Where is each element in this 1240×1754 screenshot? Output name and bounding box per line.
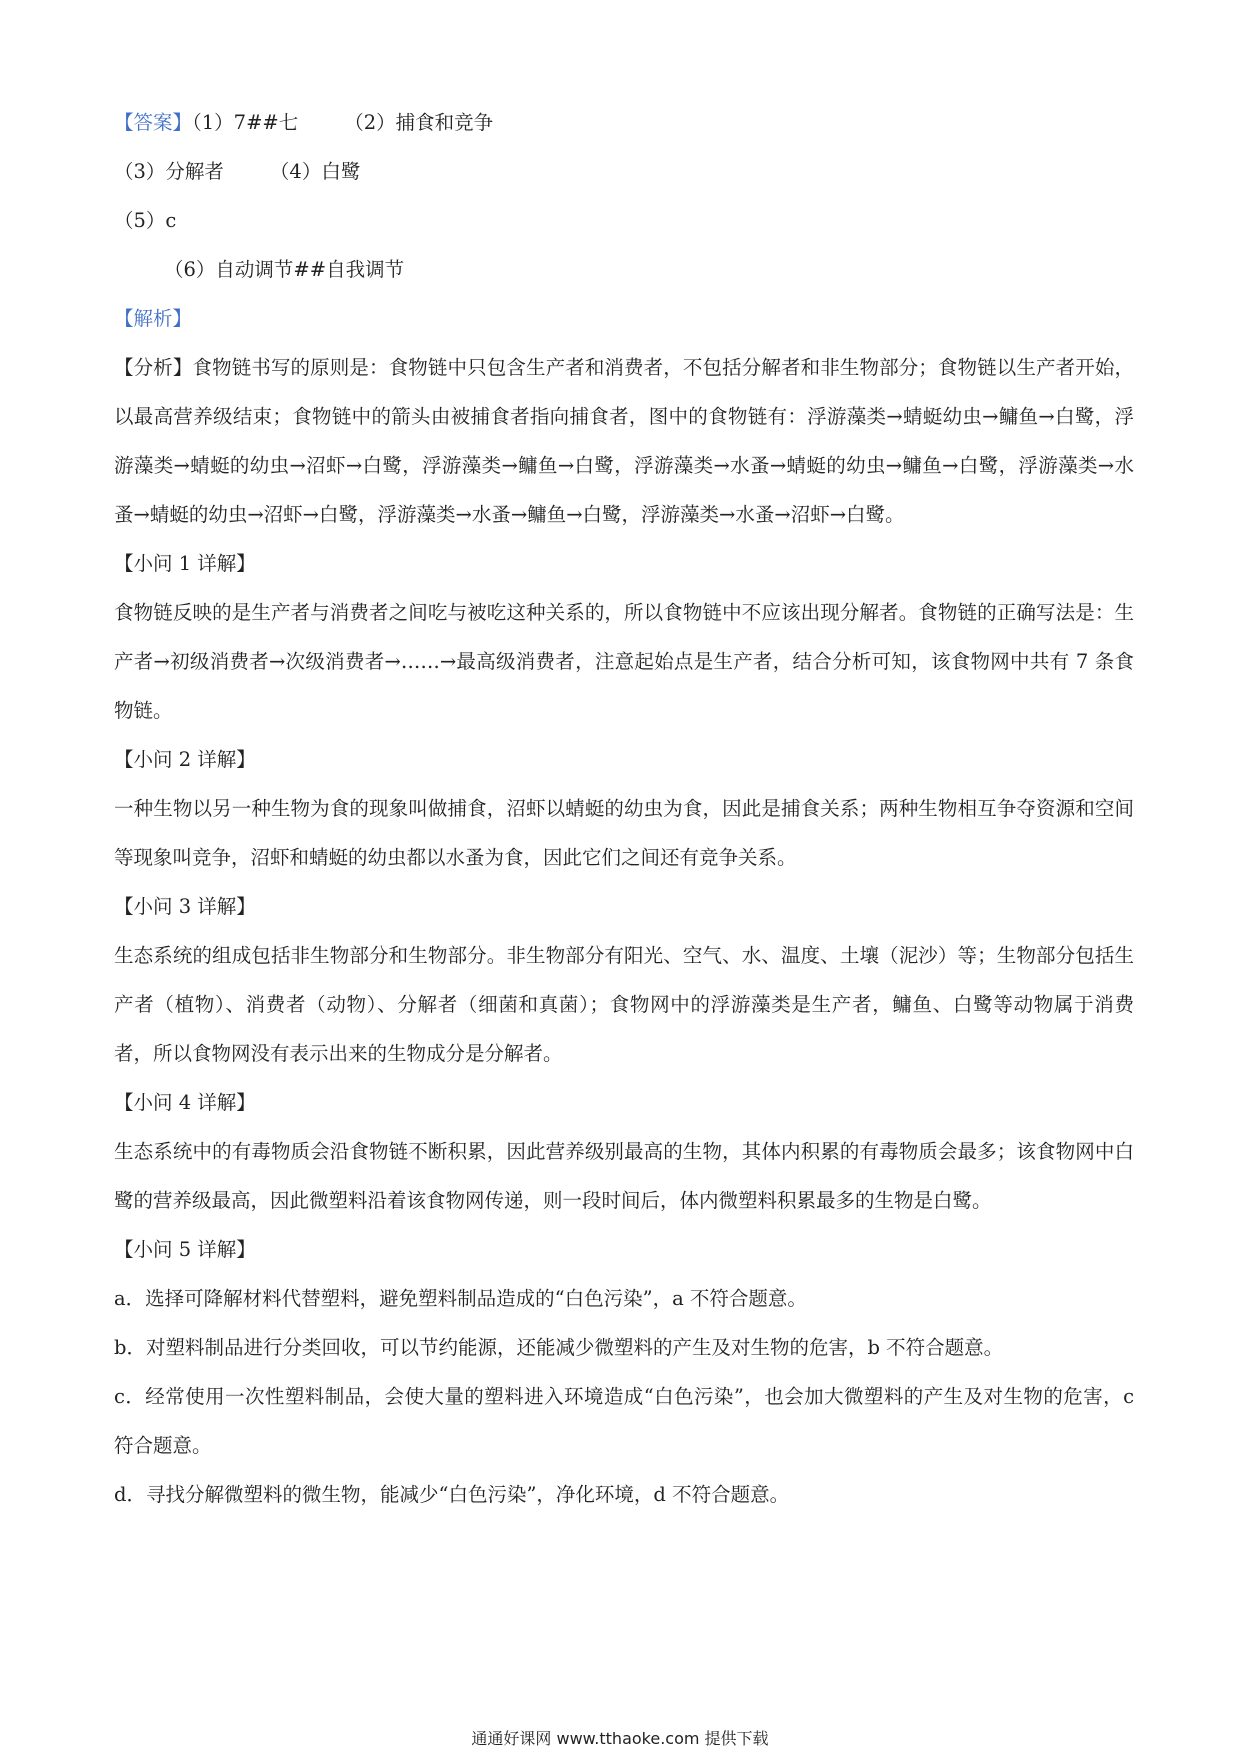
- detail-4-text: 生态系统中的有毒物质会沿食物链不断积累，因此营养级别最高的生物，其体内积累的有毒物质会最多；该食物网中白鹭的营养级最高，因此微塑料沿着该食物网传递，则一段时间后，体内微塑料积累最多的生物是白鹭。: [114, 1140, 1134, 1212]
- answer-q6: （6）自动调节##自我调节: [164, 258, 405, 281]
- detail-1-text: 食物链反映的是生产者与消费者之间吃与被吃这种关系的，所以食物链中不应该出现分解者。食物链的正确写法是：生产者→初级消费者→次级消费者→……→最高级消费者，注意起始点是生产者，结合分析可知，该食物网中共有 7 条食物链。: [114, 601, 1134, 722]
- answer-tag: 【答案】: [114, 111, 193, 134]
- detail-4-heading: 【小问 4 详解】: [114, 1091, 256, 1114]
- analysis-tag: 【解析】: [114, 307, 193, 330]
- answer-q5: （5）c: [114, 209, 177, 232]
- detail-1-heading: 【小问 1 详解】: [114, 552, 256, 575]
- answer-q2: （2）捕食和竞争: [344, 111, 494, 134]
- q5-option-d: d．寻找分解微塑料的微生物，能减少“白色污染”，净化环境，d 不符合题意。: [114, 1483, 790, 1506]
- answer-line-4: [114, 245, 1134, 294]
- page-footer: 通通好课网 www.tthaoke.com 提供下载: [471, 1729, 769, 1748]
- analysis-heading: [114, 294, 1134, 343]
- detail-2-text: 一种生物以另一种生物为食的现象叫做捕食，沼虾以蜻蜓的幼虫为食，因此是捕食关系；两种生物相互争夺资源和空间等现象叫竞争，沼虾和蜻蜓的幼虫都以水蚤为食，因此它们之间还有竞争关系。: [114, 797, 1134, 869]
- q5-option-b: b．对塑料制品进行分类回收，可以节约能源，还能减少微塑料的产生及对生物的危害，b 不符合题意。: [114, 1336, 1004, 1359]
- document-content: [114, 98, 1134, 1519]
- q5-option-a: a．选择可降解材料代替塑料，避免塑料制品造成的“白色污染”，a 不符合题意。: [114, 1287, 807, 1310]
- answer-q4: （4）白鹭: [269, 160, 361, 183]
- analysis-paragraph: 【分析】食物链书写的原则是：食物链中只包含生产者和消费者，不包括分解者和非生物部分；食物链以生产者开始，以最高营养级结束；食物链中的箭头由被捕食者指向捕食者，图中的食物链有：浮游藻类→蜻蜓幼虫→鳙鱼→白鹭，浮游藻类→蜻蜓的幼虫→沼虾→白鹭，浮游藻类→鳙鱼→白鹭，浮游藻类→水蚤→蜻蜓的幼虫→鳙鱼→白鹭，浮游藻类→水蚤→蜻蜓的幼虫→沼虾→白鹭，浮游藻类→水蚤→鳙鱼→白鹭，浮游藻类→水蚤→沼虾→白鹭。: [114, 356, 1134, 526]
- q5-option-c: c．经常使用一次性塑料制品，会使大量的塑料进入环境造成“白色污染”，也会加大微塑料的产生及对生物的危害，c 符合题意。: [114, 1385, 1134, 1457]
- answer-line-3: [114, 196, 1134, 245]
- answer-q1: （1）7##七: [192, 111, 299, 134]
- answer-line-2: [114, 147, 1134, 196]
- detail-5-heading: 【小问 5 详解】: [114, 1238, 256, 1261]
- answer-q3: （3）分解者: [114, 160, 224, 183]
- answer-line-1: [114, 98, 1134, 147]
- detail-3-heading: 【小问 3 详解】: [114, 895, 256, 918]
- detail-3-text: 生态系统的组成包括非生物部分和生物部分。非生物部分有阳光、空气、水、温度、土壤（泥沙）等；生物部分包括生产者（植物）、消费者（动物）、分解者（细菌和真菌）；食物网中的浮游藻类是生产者，鳙鱼、白鹭等动物属于消费者，所以食物网没有表示出来的生物成分是分解者。: [114, 944, 1134, 1065]
- detail-2-heading: 【小问 2 详解】: [114, 748, 256, 771]
